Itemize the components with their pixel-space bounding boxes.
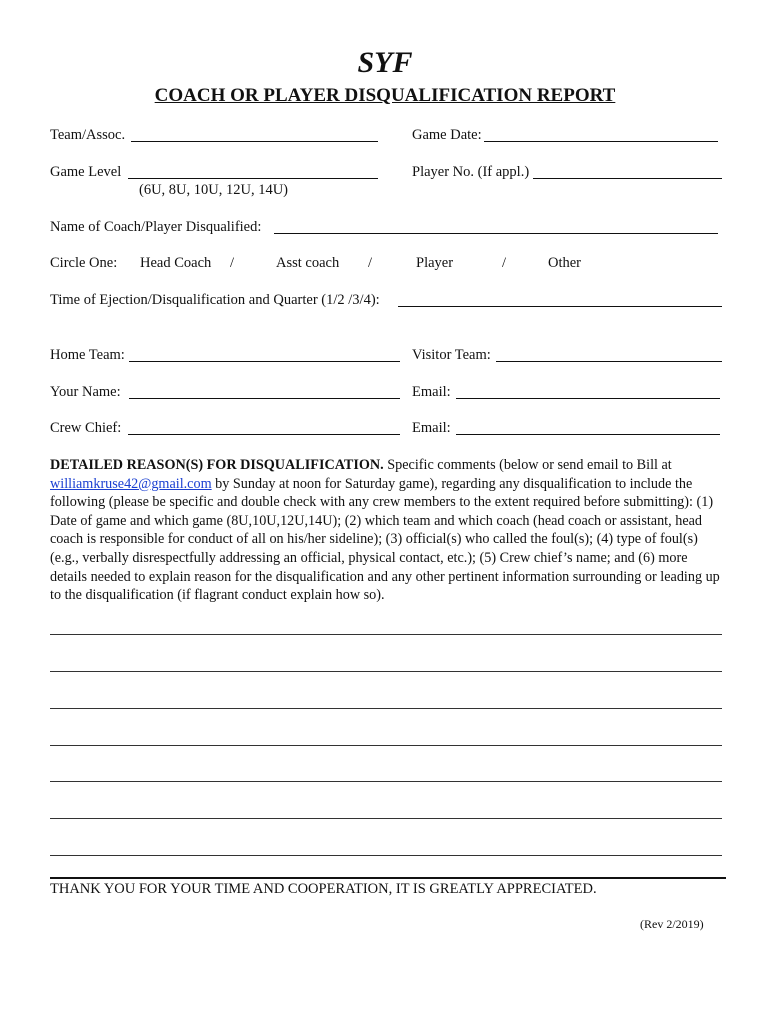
comment-line[interactable] [50,818,722,819]
option-asst-coach[interactable]: Asst coach [276,255,340,271]
option-head-coach[interactable]: Head Coach [140,255,212,271]
crew-chief-email-label: Email: [412,420,451,436]
home-team-field[interactable] [129,361,400,362]
visitor-team-field[interactable] [496,361,722,362]
team-assoc-field[interactable] [131,141,378,142]
option-separator: / [230,255,235,271]
comment-line[interactable] [50,745,722,746]
player-no-field[interactable] [533,178,722,179]
comment-line[interactable] [50,781,722,782]
team-assoc-label: Team/Assoc. [50,127,126,143]
thanks-text: THANK YOU FOR YOUR TIME AND COOPERATION, IT IS GREATLY APPRECIATED. [50,881,597,897]
name-disqualified-field[interactable] [274,233,718,234]
crew-chief-email-field[interactable] [456,434,720,435]
game-level-hint: (6U, 8U, 10U, 12U, 14U) [139,182,289,198]
home-team-label: Home Team: [50,347,125,363]
player-no-label: Player No. (If appl.) [412,164,530,180]
option-separator: / [502,255,507,271]
time-ejection-field[interactable] [398,306,722,307]
option-separator: / [368,255,373,271]
details-paragraph [50,456,722,605]
email-field[interactable] [456,398,720,399]
game-level-label: Game Level [50,164,122,180]
report-title: COACH OR PLAYER DISQUALIFICATION REPORT [154,85,616,106]
crew-chief-label: Crew Chief: [50,420,122,436]
email-link[interactable]: williamkruse42@gmail.com [50,475,212,492]
name-disqualified-label: Name of Coach/Player Disqualified: [50,219,262,235]
game-level-field[interactable] [128,178,378,179]
footer-divider [50,877,726,879]
comment-line[interactable] [50,708,722,709]
visitor-team-label: Visitor Team: [412,347,491,363]
details-heading: DETAILED REASON(S) FOR DISQUALIFICATION. [50,457,384,473]
details-intro: Specific comments (below or send email to Bill at [383,457,672,473]
organization-title: SYF [357,46,413,79]
crew-chief-field[interactable] [128,434,400,435]
time-ejection-label: Time of Ejection/Disqualification and Quarter (1/2 /3/4): [50,292,380,308]
comment-line[interactable] [50,634,722,635]
comment-line[interactable] [50,671,722,672]
option-other[interactable]: Other [548,255,582,271]
your-name-label: Your Name: [50,384,121,400]
option-player[interactable]: Player [416,255,454,271]
game-date-label: Game Date: [412,127,482,143]
your-name-field[interactable] [129,398,400,399]
revision-label: (Rev 2/2019) [640,917,704,931]
details-body: by Sunday at noon for Saturday game), regarding any disqualification to include the following (please be specific and double check with any crew members to the extent required before submitting): (1) Date of game and which game (8U,10U,12U,14U); (2) which team and which coach (head coach or assistant, head coach is responsible for conduct of all on his/her sideline); (3) official(s) who called the foul(s); (4) type of foul(s) (e.g., verbally disrespectfully addressing an official, physical contact, etc.); (5) Crew chief’s name; and (6) more details needed to explain reason for the disqualification and any other pertinent information surrounding or leading up to the disqualification (if flagrant conduct explain how so). [50,475,720,604]
game-date-field[interactable] [484,141,718,142]
email-label: Email: [412,384,451,400]
comment-line[interactable] [50,855,722,856]
circle-one-label: Circle One: [50,255,118,271]
